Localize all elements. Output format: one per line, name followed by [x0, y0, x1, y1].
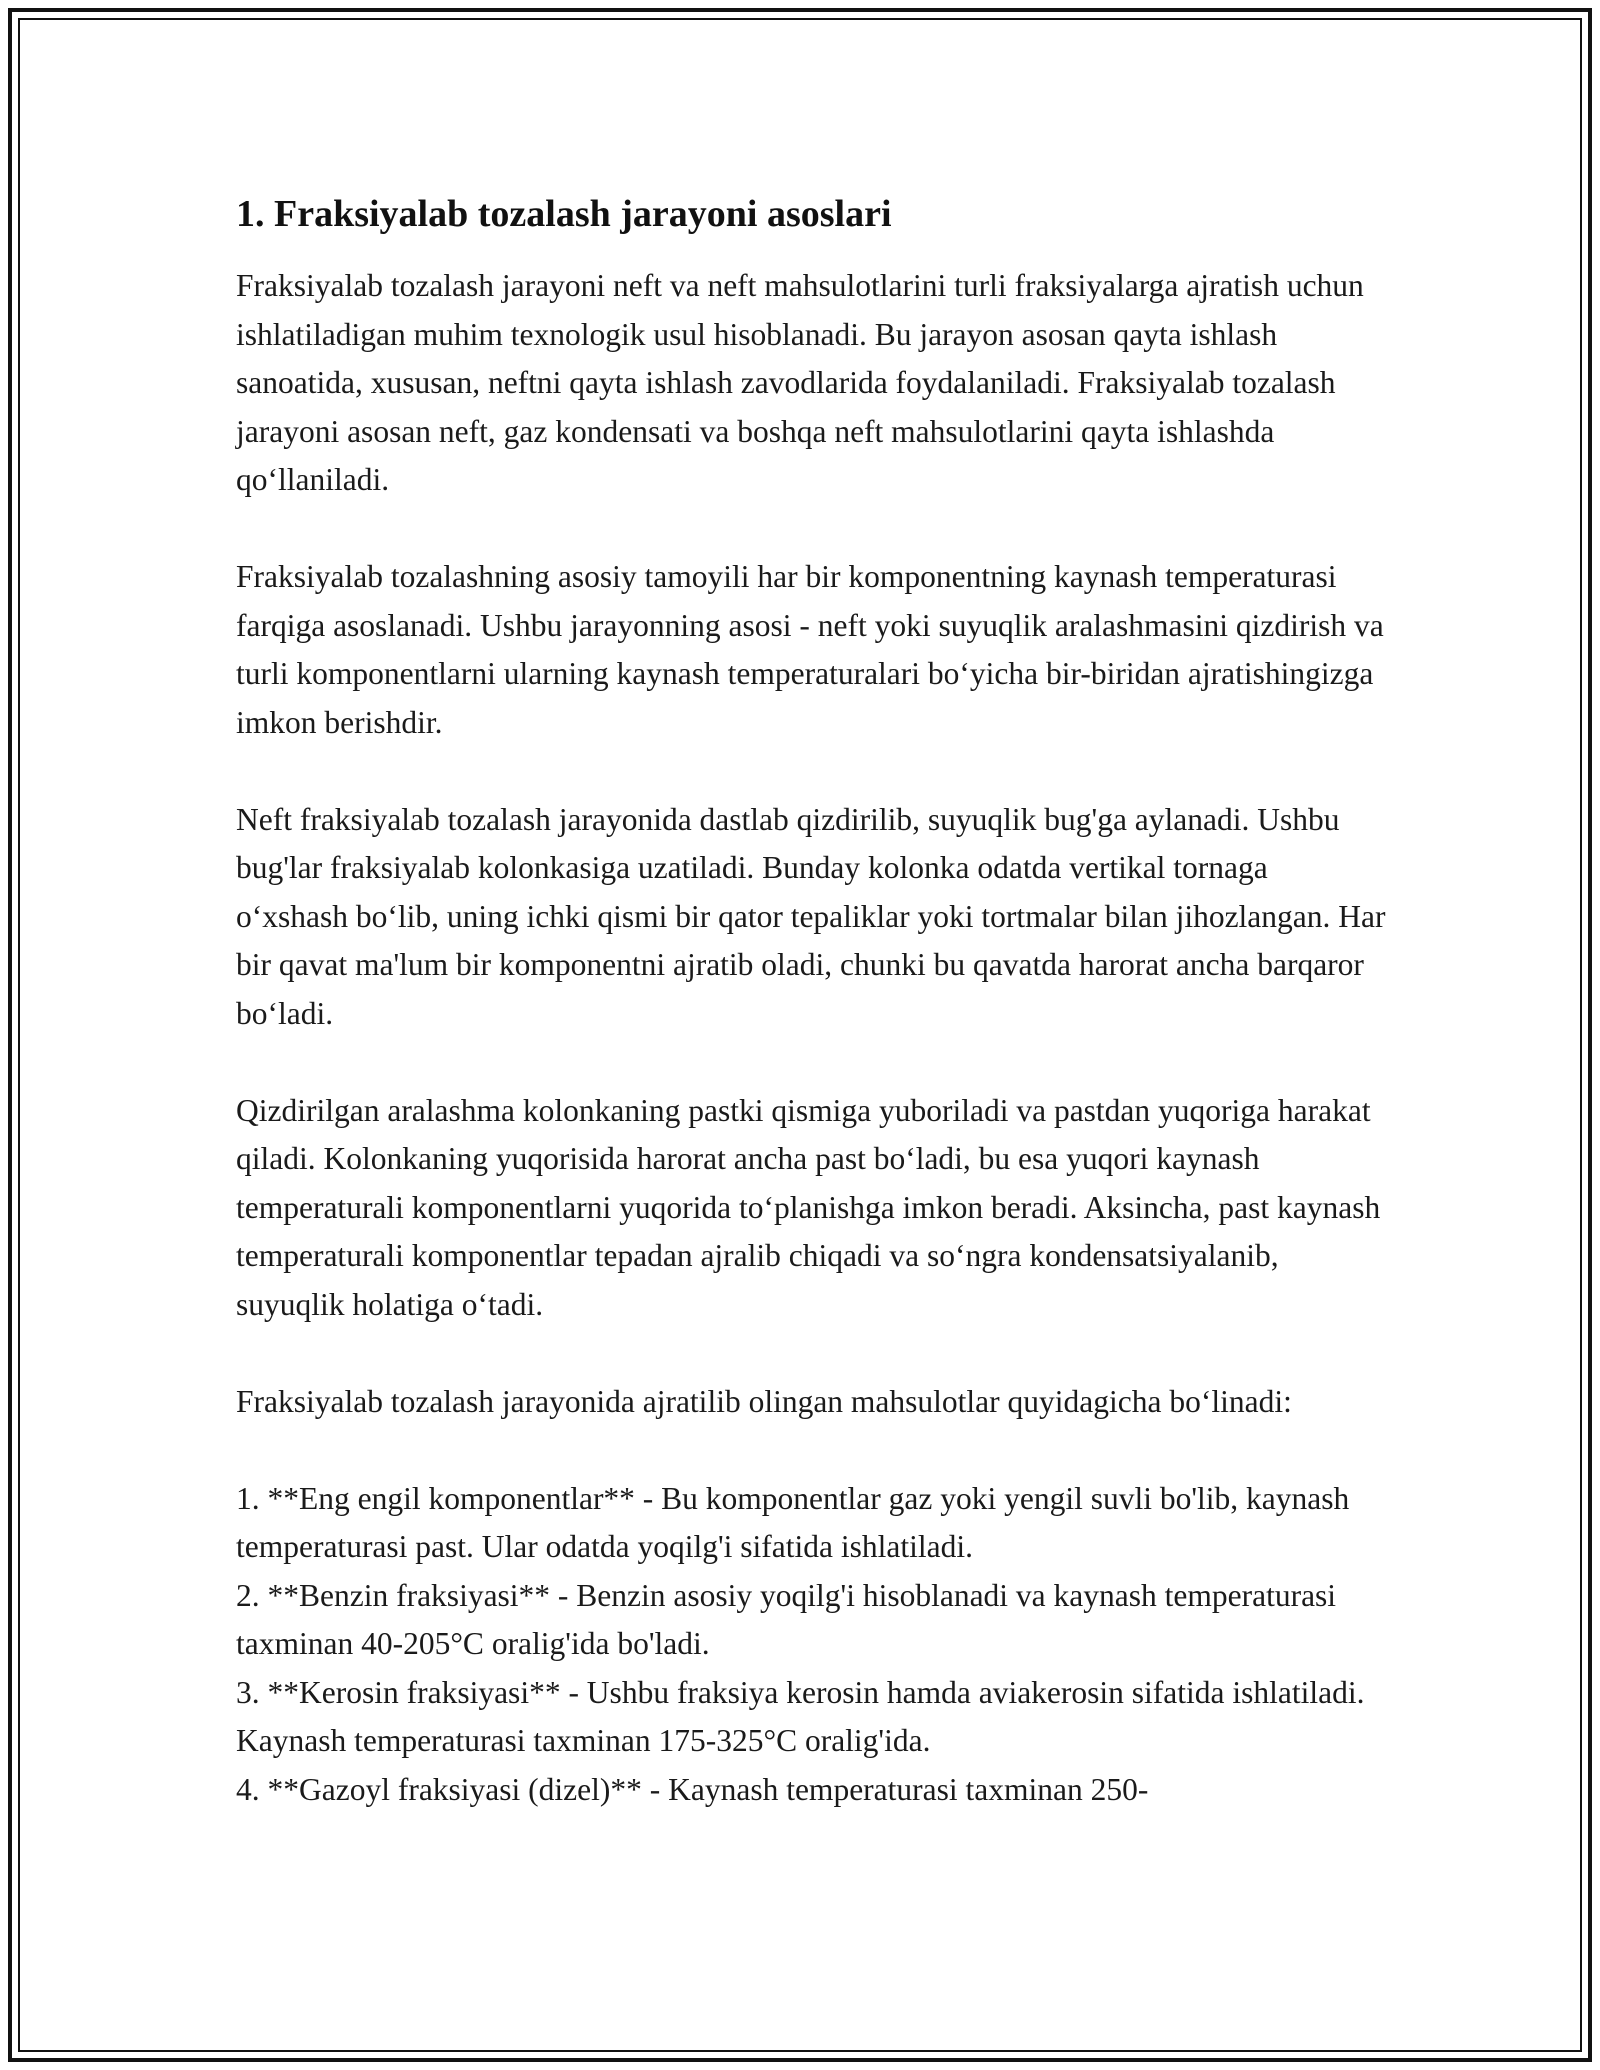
list-item: 1. **Eng engil komponentlar** - Bu komponentlar gaz yoki yengil suvli bo'lib, kaynash temperaturasi past. Ular odatda yoqilg'i sifatida ishlatiladi.	[236, 1480, 1350, 1564]
paragraph-principle: Fraksiyalab tozalashning asosiy tamoyili har bir komponentning kaynash temperaturasi farqiga asoslanadi. Ushbu jarayonning asosi - neft yoki suyuqlik aralashmasini qizdirish va turli komponentlarni ularning kaynash temperaturalari boʻyicha bir-biridan ajratishingizga imkon berishdir.	[236, 559, 1384, 740]
list-item: 2. **Benzin fraksiyasi** - Benzin asosiy yoqilg'i hisoblanadi va kaynash temperaturasi taxminan 40-205°C oralig'ida bo'ladi.	[236, 1577, 1337, 1661]
paragraph-column-description: Neft fraksiyalab tozalash jarayonida dastlab qizdirilib, suyuqlik bug'ga aylanadi. Ushbu bug'lar fraksiyalab kolonkasiga uzatiladi. Bunday kolonka odatda vertikal tornaga oʻxshash boʻlib, uning ichki qismi bir qator tepaliklar yoki tortmalar bilan jihozlangan. Har bir qavat ma'lum bir komponentni ajratib oladi, chunki bu qavatda harorat ancha barqaror boʻladi.	[236, 801, 1386, 1031]
paragraph-products-intro: Fraksiyalab tozalash jarayonida ajratilib olingan mahsulotlar quyidagicha boʻlinadi:	[236, 1383, 1292, 1419]
section-heading: 1. Fraksiyalab tozalash jarayoni asoslari	[236, 193, 892, 235]
paragraph-process-flow: Qizdirilgan aralashma kolonkaning pastki qismiga yuboriladi va pastdan yuqoriga harakat qiladi. Kolonkaning yuqorisida harorat ancha past boʻladi, bu esa yuqori kaynash temperaturali komponentlarni yuqorida toʻplanishga imkon beradi. Aksincha, past kaynash temperaturali komponentlar tepadan ajralib chiqadi va soʻngra kondensatsiyalanib, suyuqlik holatiga oʻtadi.	[236, 1092, 1381, 1322]
paragraph-intro: Fraksiyalab tozalash jarayoni neft va neft mahsulotlarini turli fraksiyalarga ajratish uchun ishlatiladigan muhim texnologik usul hisoblanadi. Bu jarayon asosan qayta ishlash sanoatida, xususan, neftni qayta ishlash zavodlarida foydalaniladi. Fraksiyalab tozalash jarayoni asosan neft, gaz kondensati va boshqa neft mahsulotlarini qayta ishlashda qoʻllaniladi.	[236, 268, 1364, 497]
document-page	[236, 186, 1386, 1814]
list-item: 4. **Gazoyl fraksiyasi (dizel)** - Kaynash temperaturasi taxminan 250-	[236, 1771, 1149, 1807]
products-list	[236, 1475, 1386, 1815]
list-item: 3. **Kerosin fraksiyasi** - Ushbu fraksiya kerosin hamda aviakerosin sifatida ishlatiladi. Kaynash temperaturasi taxminan 175-325°C oralig'ida.	[236, 1674, 1365, 1758]
